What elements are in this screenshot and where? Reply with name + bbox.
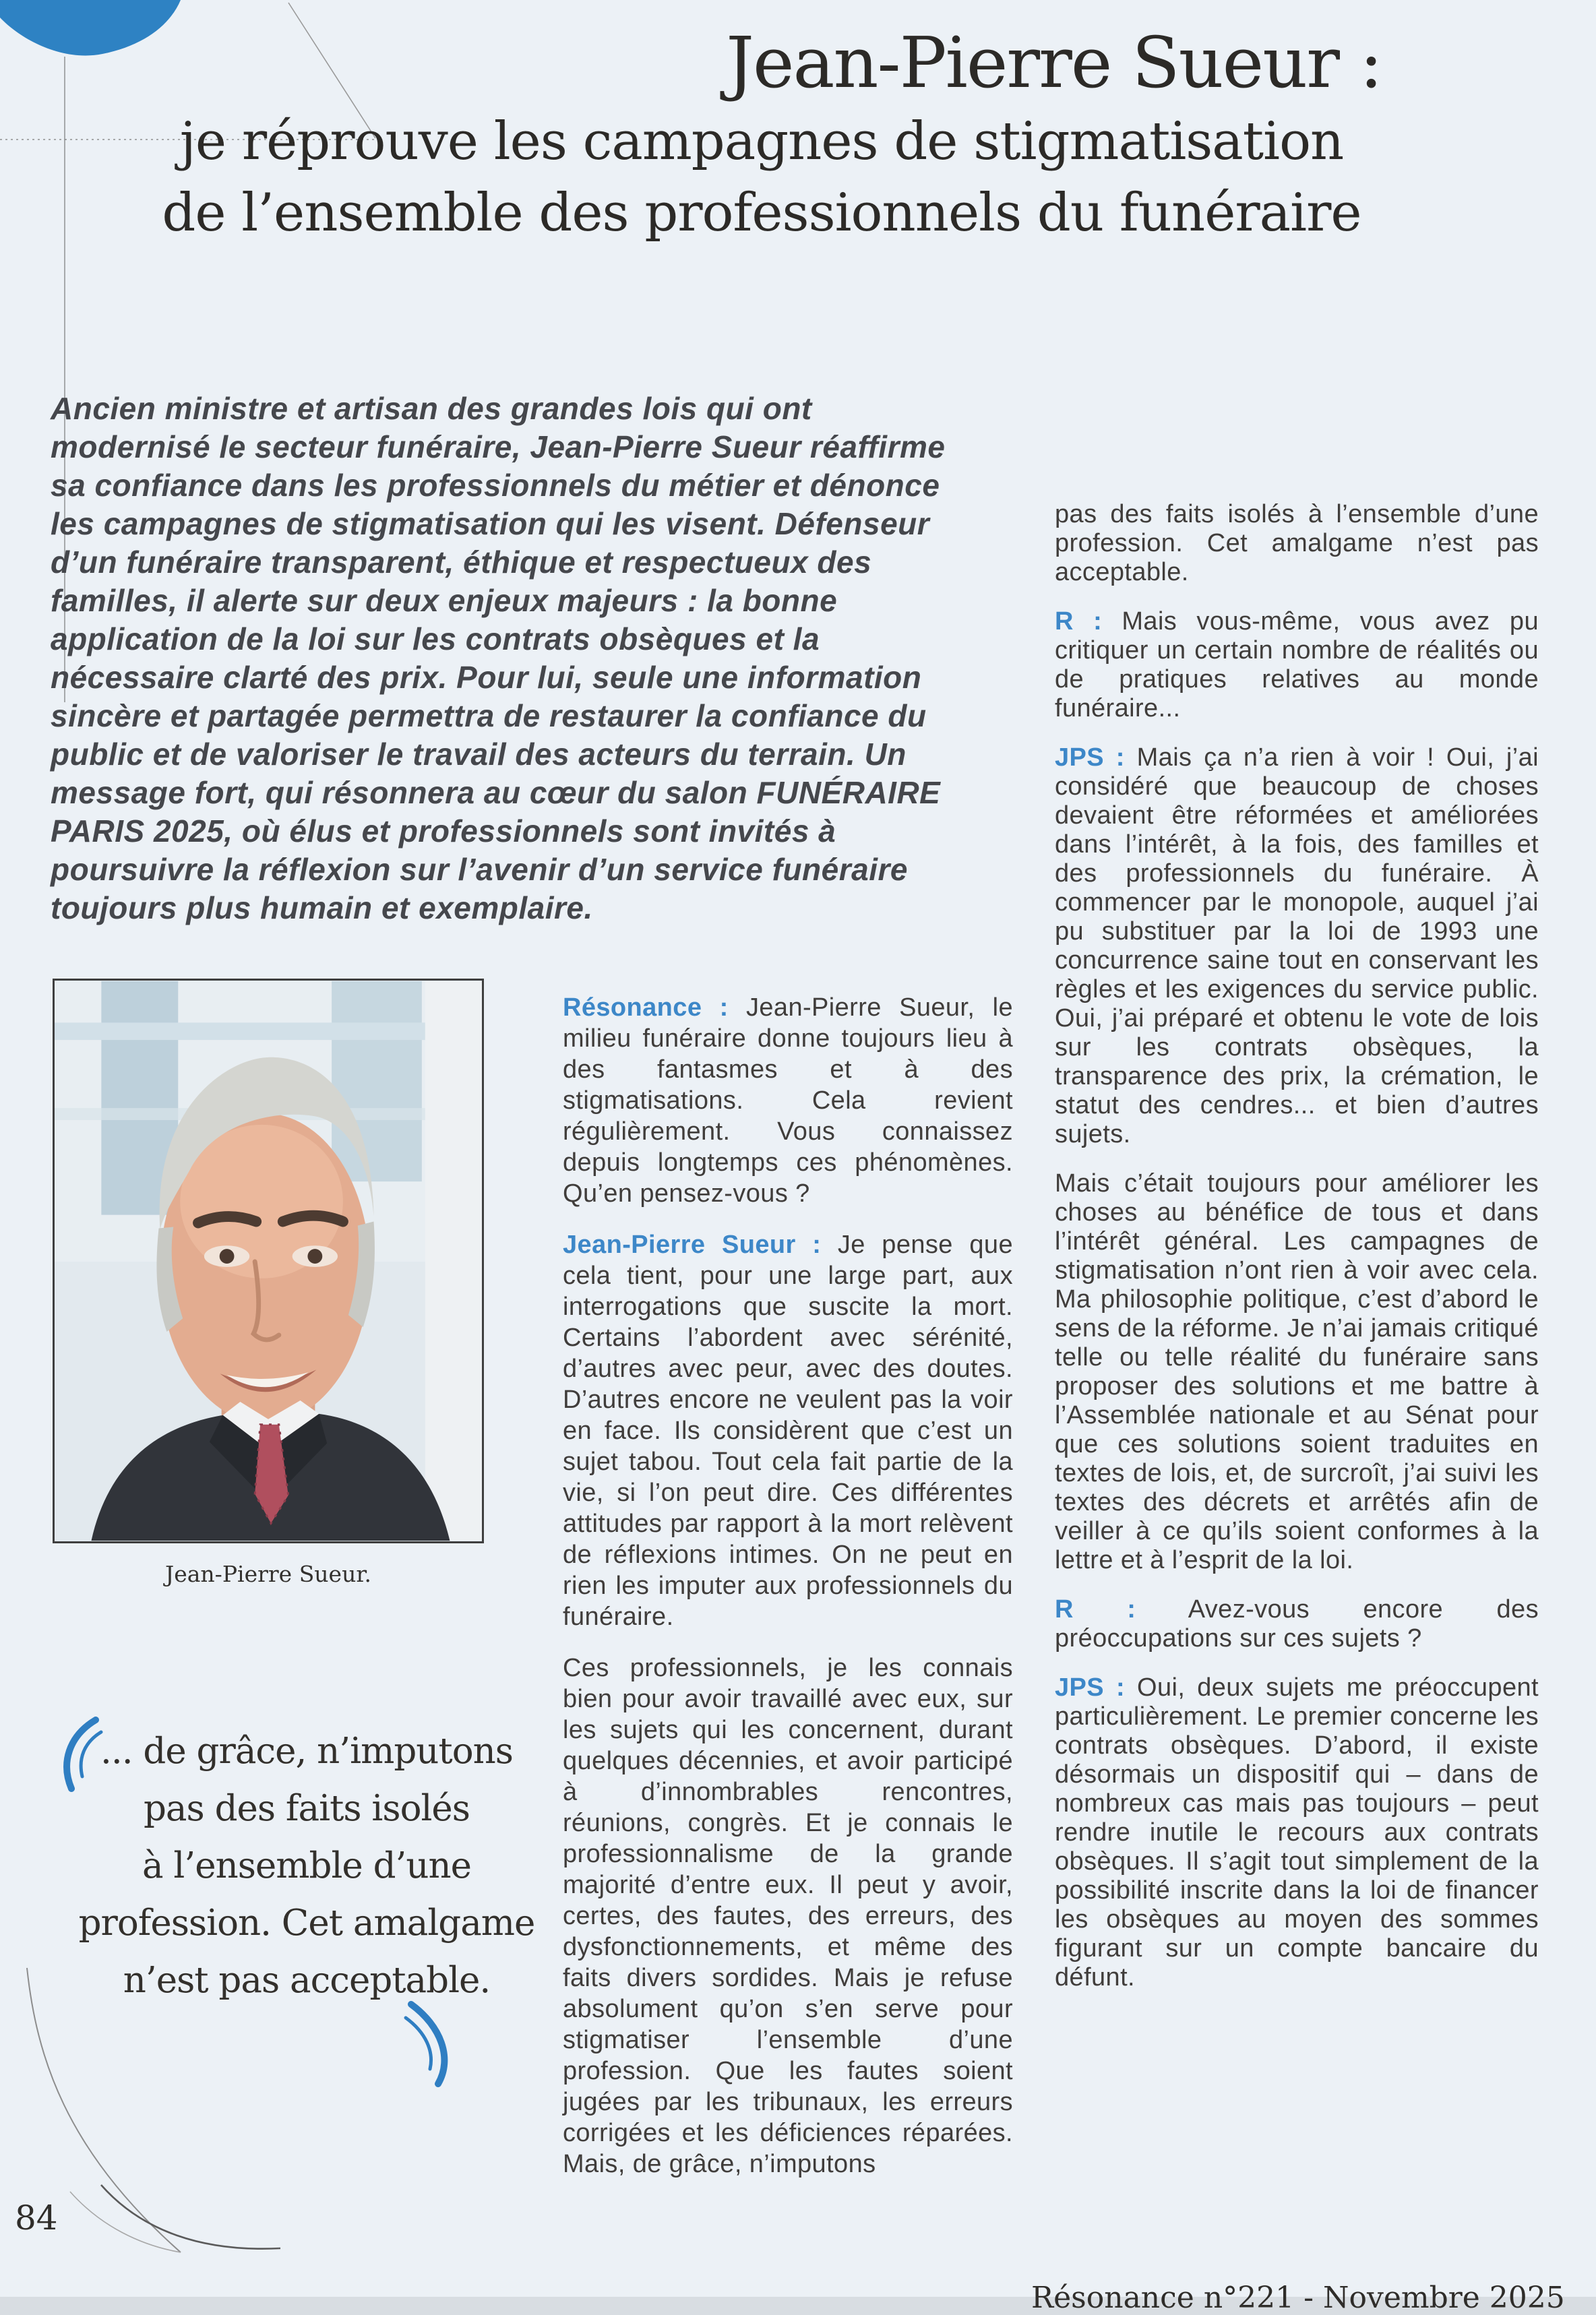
interview-answer [563,1229,1013,1632]
page-number: 84 [15,2198,58,2237]
pull-quote-line: n’est pas acceptable. [123,1960,491,2001]
interview-question [1055,1595,1539,1653]
close-quote-icon [399,1996,473,2091]
speaker-label: R : [1055,1595,1136,1624]
article-title-line2: je réprouve les campagnes de stigmatisation [179,111,1344,173]
article-title-line3: de l’ensemble des professionnels du funéraire [162,183,1361,244]
interview-question [1055,607,1539,723]
paragraph-text: Oui, deux sujets me préoccupent particulièrement. Le premier concerne les contrats obsèques. D’abord, il existe désormais un dispositif qui – dans de nombreux cas mais pas toujours – peut rendre inutile le recours aux contrats obsèques. Il s’agit tout simplement de la possibilité inscrite dans la loi de financer les obsèques au moyen des sommes figurant sur un compte bancaire du défunt. [1055,1673,1539,1992]
paragraph-text: Je pense que cela tient, pour une large part, aux interrogations que suscite la mort. Certains l’abordent avec sérénité, d’autres avec peur, avec des doutes. D’autres encore ne veulent pas la voir en face. Ils considèrent que c’est un sujet tabou. Tout cela fait partie de la vie, si l’on peut dire. Ces différentes attitudes par rapport à la mort relèvent de réflexions intimes. On ne peut en rien les imputer aux professionnels du funéraire. [563,1231,1013,1631]
interview-answer [1055,1169,1539,1575]
paragraph-text: Jean-Pierre Sueur, le milieu funéraire donne toujours lieu à des fantasmes et à des stigmatisations. Cela revient régulièrement. Vous connaissez depuis longtemps ces phénomènes. Qu’en pensez-vous ? [563,993,1014,1208]
speaker-label: Résonance : [563,993,729,1022]
pull-quote-line: pas des faits isolés [144,1788,470,1829]
pull-quote-line: ... de grâce, n’imputons [100,1731,513,1772]
speaker-label: Jean-Pierre Sueur : [563,1231,822,1259]
speaker-label: R : [1055,607,1103,636]
portrait-photo [53,979,484,1543]
paragraph-text: pas des faits isolés à l’ensemble d’une profession. Cet amalgame n’est pas acceptable. [1055,500,1539,586]
interview-column-middle [563,992,1013,2200]
pull-quote-line: à l’ensemble d’une [142,1845,472,1886]
photo-caption: Jean-Pierre Sueur. [165,1561,371,1587]
journal-footer: Résonance n°221 - Novembre 2025 [1031,2281,1565,2315]
speaker-label: JPS : [1055,1673,1126,1702]
interview-answer [1055,743,1539,1149]
interview-answer [1055,500,1539,587]
speaker-label: JPS : [1055,743,1125,772]
interview-question [563,992,1013,1209]
intro-paragraph: Ancien ministre et artisan des grandes lois qui ont modernisé le secteur funéraire, Jean-Pierre Sueur réaffirme sa confiance dans les professionnels du métier et dénonce les campagnes de stigmatisation qui les visent. Défenseur d’un funéraire transparent, éthique et respectueux des familles, il alerte sur deux enjeux majeurs : la bonne application de la loi sur les contrats obsèques et la nécessaire clarté des prix. Pour lui, seule une information sincère et partagée permettra de restaurer la confiance du public et de valoriser le travail des acteurs du terrain. Un message fort, qui résonnera au cœur du salon FUNÉRAIRE PARIS 2025, où élus et professionnels sont invités à poursuivre la réflexion sur l’avenir d’un service funéraire toujours plus humain et exemplaire. [51,391,946,925]
pull-quote-line: profession. Cet amalgame [78,1903,535,1944]
paragraph-text: Mais vous-même, vous avez pu critiquer un certain nombre de réalités ou de pratiques relatives au monde funéraire... [1055,607,1539,722]
interview-answer [563,1653,1013,2180]
interview-column-right [1055,500,1539,2012]
interview-answer [1055,1673,1539,1992]
paragraph-text: Mais c’était toujours pour améliorer les choses au bénéfice de tous et dans l’intérêt général. Les campagnes de stigmatisation n’ont rien à voir avec cela. Ma philosophie politique, c’est d’abord le sens de la réforme. Je n’ai jamais critiqué telle ou telle réalité du funéraire sans proposer des solutions et me battre à l’Assemblée nationale et au Sénat pour que ces solutions soient traduites en textes de lois, et, de surcroît, j’ai suivi les textes des décrets et arrêtés afin de veiller à ce qu’ils soient conformes à la lettre et à l’esprit de la loi. [1055,1169,1539,1574]
article-title-name: Jean-Pierre Sueur : [726,22,1382,104]
paragraph-text: Ces professionnels, je les connais bien pour avoir travaillé avec eux, sur les sujets qui les concernent, durant quelques décennies, et avoir participé à d’innombrables rencontres, réunions, congrès. Et je connais le professionnalisme de la grande majorité d’entre eux. Il peut y avoir, certes, des fautes, des erreurs, des dysfonctionnements, et même des faits divers sordides. Mais je refuse absolument qu’on s’en serve pour stigmatiser l’ensemble d’une profession. Que les fautes soient jugées par les tribunaux, les erreurs corrigées et les déficiences réparées. Mais, de grâce, n’imputons [563,1654,1013,2178]
article-header [40,24,1483,244]
portrait-illustration [55,981,482,1541]
paragraph-text: Mais ça n’a rien à voir ! Oui, j’ai considéré que beaucoup de choses devaient être réformées et améliorées dans l’intérêt, à la fois, des familles et des professionnels du funéraire. À commencer par le monopole, auquel j’ai pu substituer par la loi de 1993 une concurrence saine tout en conservant les règles et les exigences du service public. Oui, j’ai préparé et obtenu le vote de lois sur les contrats obsèques, la transparence des prix, la crémation, le statut des cendres... et bien d’autres sujets. [1055,743,1539,1148]
paragraph-text: Avez-vous encore des préoccupations sur ces sujets ? [1055,1595,1539,1653]
